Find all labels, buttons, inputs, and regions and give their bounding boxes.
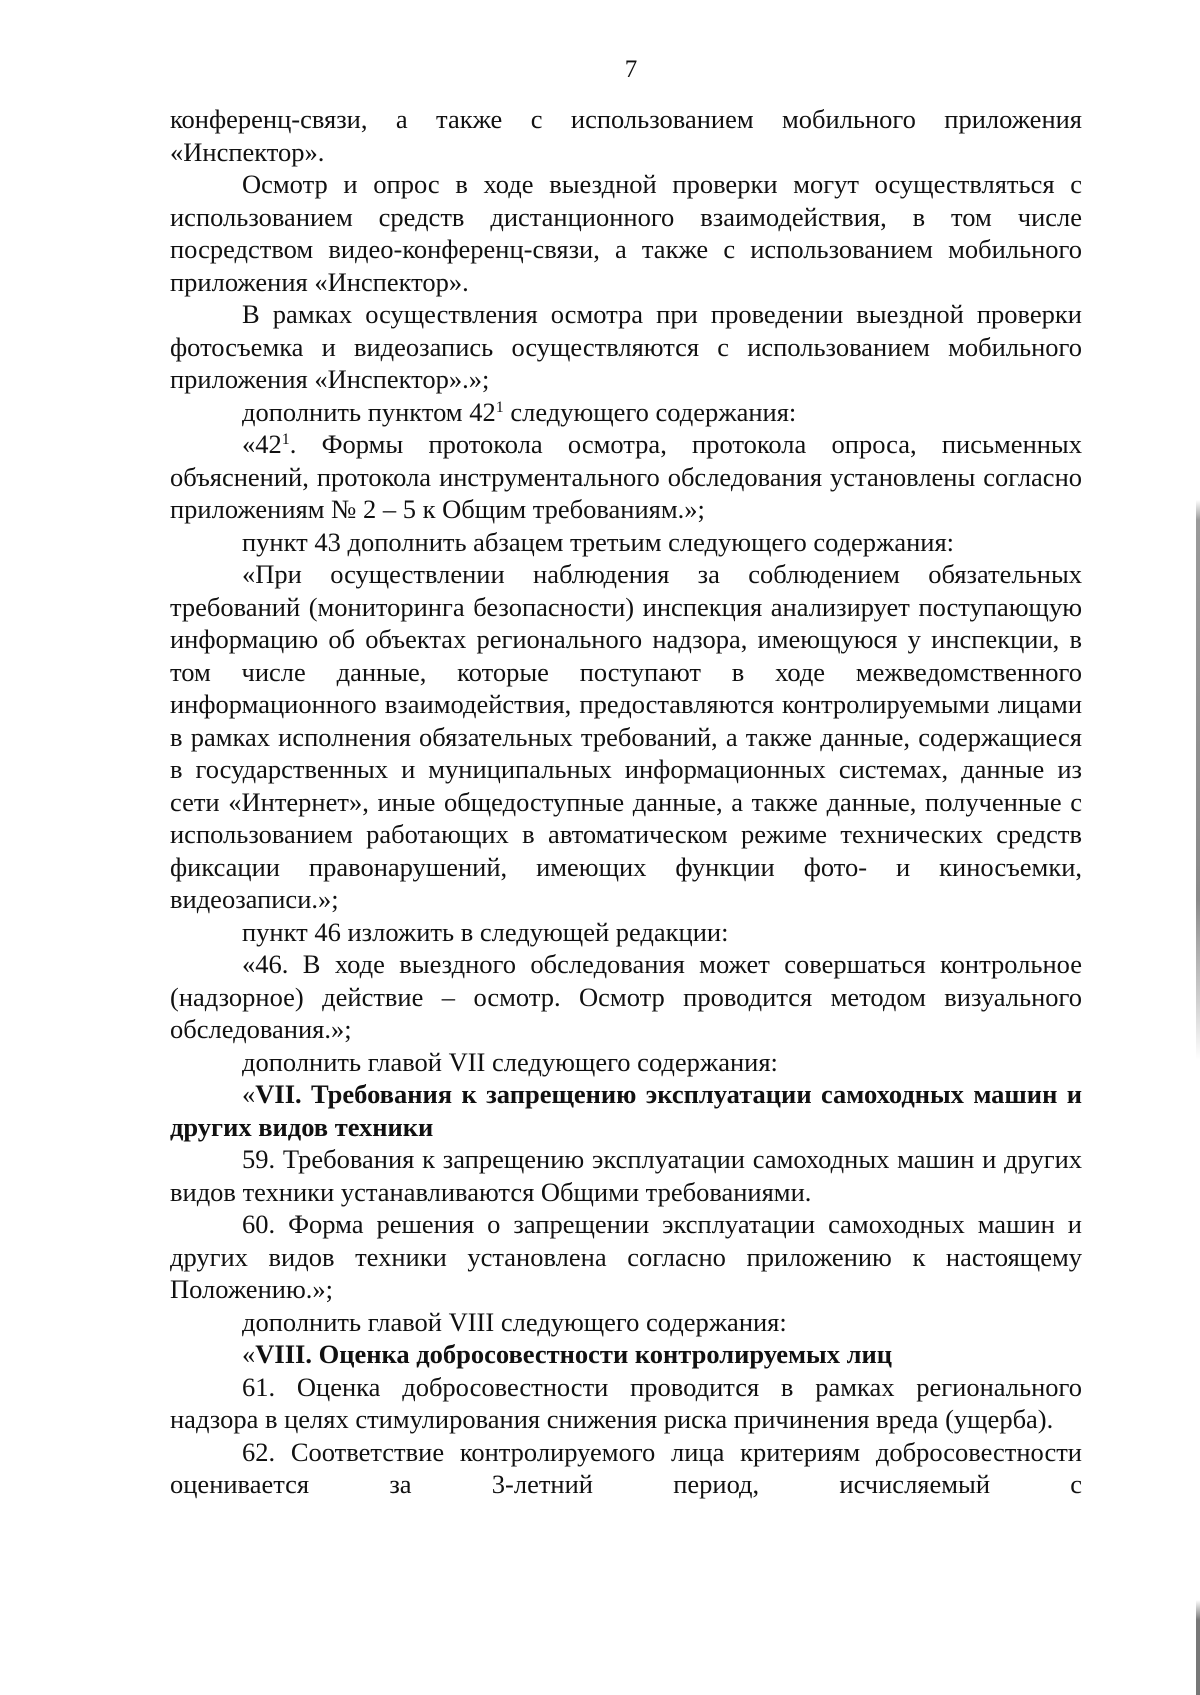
chapter-heading-text: VII. Требования к запрещению эксплуатации самоходных машин и других видов техники <box>170 1079 1082 1142</box>
chapter-heading <box>170 1078 1082 1143</box>
paragraph: 61. Оценка добросовестности проводится в рамках регионального надзора в целях стимулирования снижения риска причинения вреда (ущерба). <box>170 1371 1082 1434</box>
paragraph: 59. Требования к запрещению эксплуатации самоходных машин и других видов техники устанавливаются Общими требованиями. <box>170 1144 1082 1207</box>
paragraph <box>170 396 1082 429</box>
paragraph-text: следующего содержания: <box>503 396 797 427</box>
paragraph-text: «42 <box>242 429 282 459</box>
superscript: 1 <box>281 431 290 448</box>
paragraph: конференц-связи, а также с использованием мобильного приложения «Инспектор». <box>170 104 1082 167</box>
page-number: 7 <box>624 56 638 83</box>
paragraph: Осмотр и опрос в ходе выездной проверки могут осуществляться с использованием средств дистанционного взаимодействия, в том числе посредством видео-конференц-связи, а также с использованием мобильного приложения «Инспектор». <box>170 169 1082 297</box>
paragraph: 60. Форма решения о запрещении эксплуатации самоходных машин и других видов техники установлена согласно приложению к настоящему Положению.»; <box>170 1209 1082 1304</box>
paragraph: «При осуществлении наблюдения за соблюдением обязательных требований (мониторинга безопасности) инспекция анализирует поступающую информацию об объектах регионального надзора, имеющуюся у инспекции, в том числе данные, которые поступают в ходе межведомственного информационного взаимодействия, предоставляются контролируемыми лицами в рамках исполнения обязательных требований, а также данные, содержащиеся в государственных и муниципальных информационных системах, данные из сети «Интернет», иные общедоступные данные, а также данные, полученные с использованием работающих в автоматическом режиме технических средств фиксации правонарушений, имеющих функции фото- и киносъемки, видеозаписи.»; <box>170 559 1082 914</box>
paragraph: дополнить главой VII следующего содержания: <box>242 1046 778 1077</box>
paragraph: В рамках осуществления осмотра при проведении выездной проверки фотосъемка и видеозапись осуществляются с использованием мобильного приложения «Инспектор».»; <box>170 299 1082 394</box>
paragraph: «46. В ходе выездного обследования может совершаться контрольное (надзорное) действие – осмотр. Осмотр проводится методом визуального обследования.»; <box>170 949 1082 1044</box>
scan-edge-shadow <box>1196 0 1200 1695</box>
superscript: 1 <box>495 398 504 416</box>
opening-quote: « <box>242 1339 256 1369</box>
document-body <box>170 103 1082 1501</box>
paragraph: дополнить главой VIII следующего содержания: <box>242 1306 787 1337</box>
paragraph: пункт 46 изложить в следующей редакции: <box>242 916 729 947</box>
opening-quote: « <box>242 1079 256 1109</box>
paragraph-text: . Формы протокола осмотра, протокола опроса, письменных объяснений, протокола инструментального обследования установлены согласно приложениям № 2 – 5 к Общим требованиям.»; <box>170 429 1082 524</box>
chapter-heading-text: VIII. Оценка добросовестности контролируемых лиц <box>255 1339 893 1369</box>
chapter-heading <box>170 1338 1082 1371</box>
paragraph: пункт 43 дополнить абзацем третьим следующего содержания: <box>242 526 955 557</box>
paragraph: 62. Соответствие контролируемого лица критериям добросовестности оценивается за 3-летний период, исчисляемый с <box>170 1436 1082 1499</box>
paragraph <box>170 428 1082 526</box>
paragraph-text: дополнить пунктом 42 <box>242 396 496 427</box>
